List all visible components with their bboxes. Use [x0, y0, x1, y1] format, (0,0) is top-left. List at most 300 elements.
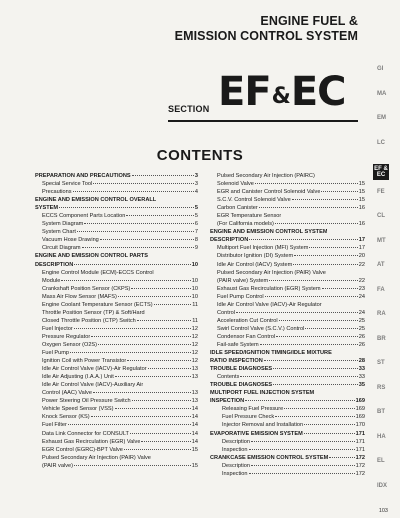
toc-leader-dots	[74, 328, 191, 329]
toc-entry	[210, 397, 365, 405]
toc-entry	[210, 317, 365, 325]
toc-entry	[35, 236, 198, 244]
toc-entry-page: 14	[191, 406, 198, 413]
toc-right-column	[210, 172, 365, 478]
toc-entry	[210, 277, 365, 285]
section-tab: RS	[377, 384, 386, 391]
toc-entry-title: ENGINE AND EMISSION CONTROL OVERALL	[35, 197, 157, 204]
toc-entry-title: MULTIPORT FUEL INJECTION SYSTEM	[210, 390, 315, 397]
toc-entry-title: Data Link Connector for CONSULT	[42, 430, 129, 437]
section-tab: HA	[377, 433, 386, 440]
header-title	[175, 14, 358, 44]
toc-entry-title: Oxygen Sensor (O2S)	[42, 341, 98, 348]
toc-entry-page: 17	[358, 237, 365, 244]
toc-entry-title: Idle Air Control Valve (IACV)-Air Regulator	[217, 301, 322, 308]
toc-entry	[35, 430, 198, 438]
toc-leader-dots	[59, 207, 194, 208]
toc-entry-page: 35	[358, 382, 365, 389]
toc-entry	[210, 204, 365, 212]
toc-entry-title: Injector Removal and Installation	[222, 422, 304, 429]
section-tab: IDX	[377, 482, 388, 489]
toc-leader-dots	[130, 433, 191, 434]
toc-entry-title: Precautions	[42, 189, 72, 196]
toc-entry-page: 22	[358, 261, 365, 268]
toc-leader-dots	[294, 255, 358, 256]
toc-entry-page: 26	[358, 333, 365, 340]
toc-entry-title: (For California models)	[217, 221, 274, 228]
toc-entry-page: 12	[191, 350, 198, 357]
toc-entry	[210, 220, 365, 228]
section-tab: GI	[377, 66, 384, 72]
toc-entry-title: PREPARATION AND PRECAUTIONS	[35, 173, 131, 179]
section-rule	[168, 120, 358, 122]
toc-entry	[35, 228, 198, 236]
toc-entry-page: 15	[191, 446, 198, 453]
toc-leader-dots	[74, 465, 191, 466]
toc-entry-title: Power Steering Oil Pressure Switch	[42, 398, 131, 405]
toc-entry-title: Pulsed Secondary Air Injection (PAIRC)	[217, 173, 315, 179]
toc-entry	[35, 325, 198, 333]
toc-entry-page: 11	[192, 317, 198, 324]
toc-entry	[210, 470, 365, 478]
section-code-b: EC	[290, 69, 346, 115]
toc-entry-title: Exhaust Gas Recirculation (EGR) Valve	[42, 438, 141, 445]
section-tab: MT	[377, 237, 386, 244]
section-word: SECTION	[168, 104, 210, 114]
section-tab: FA	[377, 286, 385, 293]
toc-entry-page: 20	[358, 253, 365, 260]
toc-entry	[210, 341, 365, 349]
toc-entry-page: 28	[358, 358, 365, 365]
toc-entry-title: DESCRIPTION	[210, 237, 249, 244]
toc-leader-dots	[77, 231, 194, 232]
toc-leader-dots	[82, 247, 194, 248]
toc-entry-title: EGR and Canister Control Solenoid Valve	[217, 189, 321, 196]
toc-entry	[210, 196, 365, 204]
toc-entry-page: 169	[355, 406, 365, 413]
toc-leader-dots	[132, 400, 191, 401]
toc-leader-dots	[93, 183, 194, 184]
toc-entry-title: Idle Air Control Valve (IACV)-Auxiliary Air	[42, 382, 144, 389]
toc-entry-page: 10	[191, 293, 198, 300]
section-tab: CL	[377, 213, 385, 219]
toc-leader-dots	[240, 376, 357, 377]
toc-entry-title: Inspection	[222, 470, 248, 477]
toc-entry	[210, 172, 365, 180]
toc-leader-dots	[275, 416, 354, 417]
section-tab: AT	[377, 262, 385, 268]
toc-entry	[35, 212, 198, 220]
toc-entry-page: 16	[358, 221, 365, 228]
toc-entry	[35, 454, 198, 462]
toc-entry-title: SYSTEM	[35, 205, 59, 212]
toc-entry	[35, 373, 198, 381]
toc-entry-page: 12	[191, 333, 198, 340]
toc-entry	[35, 389, 198, 397]
section-tab: BT	[377, 409, 385, 415]
toc-entry	[35, 317, 198, 325]
toc-entry-page: 15	[358, 181, 365, 188]
toc-entry	[210, 228, 365, 236]
toc-leader-dots	[249, 449, 355, 450]
toc-entry-title: Inspection	[222, 446, 248, 453]
toc-entry-page: 14	[191, 414, 198, 421]
toc-leader-dots	[84, 223, 194, 224]
toc-entry	[35, 180, 198, 188]
toc-entry	[35, 196, 198, 204]
toc-entry-page: 14	[191, 430, 198, 437]
toc-entry-title: ECCS Component Parts Location	[42, 213, 126, 220]
toc-leader-dots	[273, 368, 358, 369]
toc-left-column	[35, 172, 198, 470]
toc-entry	[210, 293, 365, 301]
toc-entry-page: 6	[194, 221, 198, 228]
toc-entry	[210, 212, 365, 220]
toc-entry	[210, 413, 365, 421]
toc-leader-dots	[73, 191, 194, 192]
toc-entry-title: RATIO INSPECTION	[210, 358, 263, 365]
toc-entry-title: Swirl Control Valve (S.C.V.) Control	[217, 325, 305, 332]
toc-entry-title: Acceleration Cut Control	[217, 317, 278, 324]
toc-entry-title: Idle Air Control (IACV) System	[217, 261, 293, 268]
toc-entry-page: 10	[191, 285, 198, 292]
toc-leader-dots	[329, 457, 354, 458]
toc-entry	[35, 293, 198, 301]
toc-leader-dots	[137, 320, 191, 321]
toc-entry-title: (PAIR valve)	[42, 462, 73, 469]
toc-leader-dots	[100, 239, 194, 240]
section-tab: FE	[377, 188, 385, 195]
toc-entry	[210, 349, 365, 357]
toc-leader-dots	[98, 344, 191, 345]
toc-entry	[35, 204, 198, 212]
toc-entry	[210, 269, 365, 277]
toc-entry-page: 23	[358, 285, 365, 292]
toc-entry	[210, 430, 365, 438]
toc-leader-dots	[115, 408, 191, 409]
toc-entry-title: Engine Control Module (ECM)-ECCS Control	[42, 269, 154, 276]
toc-entry-title: Throttle Position Sensor (TP) & Soft/Hard	[42, 309, 145, 316]
toc-leader-dots	[68, 424, 191, 425]
toc-leader-dots	[74, 264, 191, 265]
toc-entry-title: Carbon Canister	[217, 205, 258, 212]
toc-entry	[210, 438, 365, 446]
toc-entry	[35, 309, 198, 317]
toc-entry	[35, 172, 198, 180]
toc-leader-dots	[132, 175, 194, 176]
toc-entry	[210, 454, 365, 462]
toc-entry	[210, 188, 365, 196]
toc-entry	[210, 244, 365, 252]
toc-entry-page: 33	[358, 366, 365, 373]
toc-leader-dots	[260, 344, 358, 345]
toc-entry-page: 25	[358, 317, 365, 324]
toc-leader-dots	[115, 376, 191, 377]
toc-entry-title: System Chart	[42, 229, 76, 236]
toc-entry-page: 13	[191, 366, 198, 373]
toc-entry	[35, 421, 198, 429]
toc-entry	[210, 325, 365, 333]
toc-leader-dots	[249, 473, 355, 474]
toc-leader-dots	[273, 384, 358, 385]
toc-leader-dots	[127, 360, 191, 361]
section-tab: EM	[377, 115, 386, 121]
toc-leader-dots	[322, 288, 358, 289]
toc-entry	[210, 389, 365, 397]
toc-leader-dots	[293, 264, 358, 265]
toc-entry-title: (PAIR valve) System	[217, 277, 269, 284]
toc-entry-page: 15	[358, 197, 365, 204]
toc-entry	[35, 341, 198, 349]
toc-leader-dots	[236, 312, 358, 313]
toc-leader-dots	[91, 416, 191, 417]
section-tab: EF & EC	[374, 166, 388, 178]
toc-entry-title: Idle Air Adjusting (I.A.A.) Unit	[42, 374, 114, 381]
toc-entry	[35, 462, 198, 470]
toc-leader-dots	[305, 328, 357, 329]
toc-entry-title: Control (AAC) Valve	[42, 390, 92, 397]
section-code-a: EF	[218, 69, 271, 115]
toc-entry	[210, 357, 365, 365]
toc-entry-page: 172	[355, 454, 365, 461]
section-tab: MA	[377, 90, 387, 97]
toc-entry	[35, 357, 198, 365]
toc-entry-page: 172	[355, 462, 365, 469]
toc-entry-page: 10	[191, 277, 198, 284]
toc-entry-page: 4	[194, 189, 198, 196]
toc-entry	[35, 220, 198, 228]
toc-entry-title: Pulsed Secondary Air Injection (PAIR) Valve	[42, 454, 151, 461]
toc-entry-page: 12	[191, 325, 198, 332]
toc-entry	[210, 180, 365, 188]
toc-entry-page: 33	[358, 374, 365, 381]
section-tab: LC	[377, 139, 385, 146]
toc-entry-page: 169	[355, 398, 365, 405]
toc-entry-title: Solenoid Valve	[217, 181, 254, 188]
toc-entry-page: 10	[191, 261, 198, 268]
toc-entry-title: Pressure Regulator	[42, 333, 91, 340]
toc-entry-page: 24	[358, 309, 365, 316]
toc-entry-page: 15	[191, 462, 198, 469]
toc-entry-title: Description	[222, 462, 250, 469]
toc-entry-title: Mass Air Flow Sensor (MAFS)	[42, 293, 117, 300]
toc-leader-dots	[131, 288, 190, 289]
toc-entry-page: 11	[192, 301, 198, 308]
toc-entry	[35, 269, 198, 277]
toc-entry-page: 13	[191, 390, 198, 397]
toc-entry-page: 15	[358, 189, 365, 196]
toc-entry-title: Engine Coolant Temperature Sensor (ECTS)	[42, 301, 153, 308]
section-code-amp: &	[271, 84, 290, 109]
toc-entry-title: Vehicle Speed Sensor (VSS)	[42, 406, 114, 413]
toc-entry-page: 8	[194, 237, 198, 244]
toc-leader-dots	[304, 433, 355, 434]
toc-leader-dots	[321, 191, 357, 192]
toc-entry	[210, 309, 365, 317]
toc-leader-dots	[61, 280, 190, 281]
toc-entry-title: Idle Air Control Valve (IACV)-Air Regulator	[42, 366, 147, 373]
toc-entry	[35, 405, 198, 413]
toc-entry-page: 9	[194, 245, 198, 252]
toc-entry-page: 13	[191, 374, 198, 381]
toc-entry-page: 5	[194, 213, 198, 220]
toc-entry-title: Knock Sensor (KS)	[42, 414, 90, 421]
section-code	[218, 70, 346, 119]
toc-leader-dots	[118, 296, 191, 297]
toc-entry	[35, 333, 198, 341]
toc-entry-title: Pulsed Secondary Air Injection (PAIR) Valve	[217, 269, 326, 276]
header-title-line2: EMISSION CONTROL SYSTEM	[174, 29, 358, 43]
toc-entry-title: S.C.V. Control Solenoid Valve	[217, 197, 291, 204]
toc-entry	[210, 333, 365, 341]
toc-leader-dots	[259, 207, 358, 208]
toc-entry-title: INSPECTION	[210, 398, 245, 405]
toc-entry	[35, 397, 198, 405]
toc-entry-page: 22	[358, 277, 365, 284]
toc-entry-title: Condensor Fan Control	[217, 333, 276, 340]
toc-leader-dots	[275, 223, 358, 224]
toc-entry-title: TROUBLE DIAGNOSES	[210, 366, 273, 373]
toc-entry	[210, 365, 365, 373]
toc-entry	[210, 381, 365, 389]
toc-entry	[35, 349, 198, 357]
toc-entry-title: ENGINE AND EMISSION CONTROL PARTS	[35, 253, 149, 260]
toc-leader-dots	[249, 239, 358, 240]
toc-entry-page: 171	[355, 446, 365, 453]
toc-entry-title: Fuel Pressure Check	[222, 414, 275, 421]
toc-entry-title: Multiport Fuel Injection (MFI) System	[217, 245, 309, 252]
toc-entry	[210, 373, 365, 381]
toc-entry	[210, 462, 365, 470]
section-heading	[168, 70, 358, 122]
toc-entry-page: 24	[358, 293, 365, 300]
toc-leader-dots	[309, 247, 357, 248]
section-index-tabs	[373, 66, 400, 506]
toc-leader-dots	[251, 441, 355, 442]
contents-title: CONTENTS	[156, 147, 244, 164]
toc-leader-dots	[126, 215, 194, 216]
toc-leader-dots	[93, 392, 191, 393]
toc-entry-page: 3	[194, 173, 198, 179]
toc-leader-dots	[284, 408, 354, 409]
toc-leader-dots	[304, 424, 355, 425]
toc-entry-title: Circuit Diagram	[42, 245, 81, 252]
toc-entry-page: 3	[194, 181, 198, 188]
page-number: 103	[378, 508, 388, 514]
toc-entry-title: Fuel Injector	[42, 325, 73, 332]
toc-leader-dots	[255, 183, 358, 184]
toc-entry-title: Releasing Fuel Pressure	[222, 406, 284, 413]
toc-entry-title: Exhaust Gas Recirculation (EGR) System	[217, 285, 321, 292]
toc-entry-page: 14	[191, 422, 198, 429]
toc-entry-title: EGR Temperature Sensor	[217, 213, 282, 220]
toc-entry-title: ENGINE AND EMISSION CONTROL SYSTEM	[210, 229, 328, 236]
toc-entry	[35, 413, 198, 421]
toc-leader-dots	[265, 296, 358, 297]
toc-entry	[210, 421, 365, 429]
toc-entry-title: Fuel Pump Control	[217, 293, 264, 300]
toc-entry-page: 170	[355, 422, 365, 429]
toc-entry-page: 12	[191, 358, 198, 365]
toc-entry	[35, 277, 198, 285]
toc-entry-title: Distributor Ignition (DI) System	[217, 253, 294, 260]
toc-entry	[210, 446, 365, 454]
toc-leader-dots	[148, 368, 191, 369]
toc-leader-dots	[154, 304, 192, 305]
toc-entry-title: Fail-safe System	[217, 341, 259, 348]
toc-entry-page: 169	[355, 414, 365, 421]
toc-entry	[210, 236, 365, 244]
toc-entry-page: 171	[355, 438, 365, 445]
toc-entry-title: Contents	[217, 374, 240, 381]
toc-leader-dots	[91, 336, 191, 337]
toc-entry-page: 25	[358, 325, 365, 332]
toc-entry	[35, 301, 198, 309]
toc-entry-page: 14	[191, 438, 198, 445]
toc-entry-page: 26	[358, 341, 365, 348]
toc-entry	[35, 285, 198, 293]
toc-entry-page: 7	[194, 229, 198, 236]
toc-entry-title: System Diagram	[42, 221, 84, 228]
toc-leader-dots	[276, 336, 358, 337]
toc-entry-page: 172	[355, 470, 365, 477]
toc-leader-dots	[269, 280, 358, 281]
section-tab: BR	[377, 335, 386, 342]
toc-entry	[35, 252, 198, 260]
section-tab: EL	[377, 458, 385, 464]
toc-entry	[210, 285, 365, 293]
toc-entry	[210, 252, 365, 260]
toc-entry-title: Fuel Pump	[42, 350, 70, 357]
toc-leader-dots	[279, 320, 358, 321]
toc-entry-title: EVAPORATIVE EMISSION SYSTEM	[210, 430, 303, 437]
toc-entry	[35, 365, 198, 373]
toc-entry-title: Closed Throttle Position (CTP) Switch	[42, 317, 136, 324]
toc-entry	[35, 446, 198, 454]
toc-entry-title: CRANKCASE EMISSION CONTROL SYSTEM	[210, 454, 329, 461]
toc-entry-title: Special Service Tool	[42, 181, 93, 188]
toc-leader-dots	[70, 352, 191, 353]
toc-leader-dots	[264, 360, 358, 361]
toc-entry	[35, 261, 198, 269]
toc-entry-title: Crankshaft Position Sensor (CKPS)	[42, 285, 131, 292]
toc-entry-title: Description	[222, 438, 250, 445]
toc-entry-title: TROUBLE DIAGNOSES	[210, 382, 273, 389]
toc-leader-dots	[245, 400, 354, 401]
toc-entry-title: DESCRIPTION	[35, 261, 74, 268]
toc-entry	[210, 261, 365, 269]
section-tab: ST	[377, 360, 385, 366]
toc-entry	[210, 405, 365, 413]
toc-entry-title: Fuel Filter	[42, 422, 67, 429]
toc-entry-page: 17	[358, 245, 365, 252]
toc-leader-dots	[292, 199, 358, 200]
toc-leader-dots	[124, 449, 191, 450]
toc-entry	[35, 188, 198, 196]
toc-entry-page: 12	[191, 341, 198, 348]
toc-entry	[35, 438, 198, 446]
toc-entry-title: EGR Control (EGRC)-BPT Valve	[42, 446, 123, 453]
toc-entry-page: 13	[191, 398, 198, 405]
toc-leader-dots	[141, 441, 190, 442]
toc-entry-title: Ignition Coil with Power Transistor	[42, 358, 127, 365]
toc-entry	[210, 301, 365, 309]
toc-entry-page: 5	[194, 205, 198, 212]
toc-entry	[35, 244, 198, 252]
header-title-line1: ENGINE FUEL &	[260, 14, 358, 28]
toc-entry-page: 16	[358, 205, 365, 212]
toc-entry	[35, 381, 198, 389]
